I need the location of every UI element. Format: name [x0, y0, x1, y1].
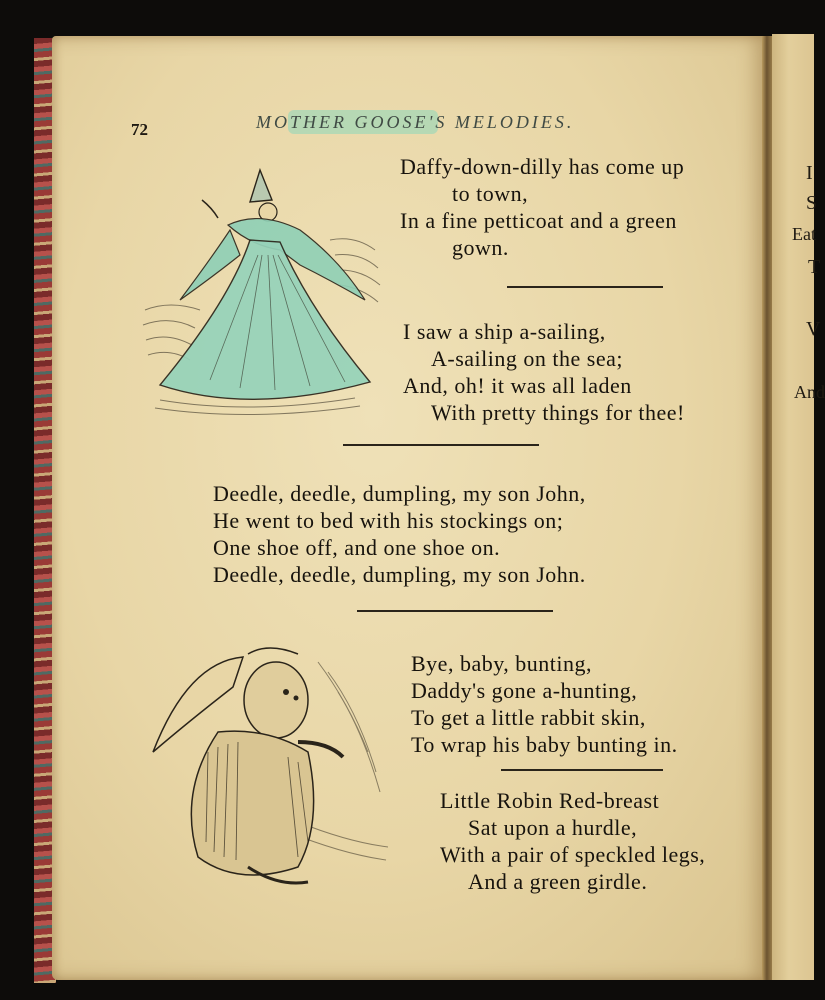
- section-divider: [357, 610, 553, 612]
- poem-deedle-dumpling: [213, 480, 586, 588]
- verse-line: Deedle, deedle, dumpling, my son John.: [213, 562, 586, 587]
- verse-line: Little Robin Red-breast: [440, 788, 660, 813]
- verse-line: Deedle, deedle, dumpling, my son John,: [213, 481, 586, 506]
- poem-daffy-down-dilly: [400, 153, 684, 261]
- next-page-fragment: V: [806, 318, 821, 340]
- verse-line: Daddy's gone a-hunting,: [411, 678, 638, 703]
- next-page-fragment: T: [808, 256, 821, 278]
- verse-line: In a fine petticoat and a green: [400, 208, 677, 233]
- verse-line: With a pair of speckled legs,: [440, 842, 706, 867]
- section-divider: [343, 444, 539, 446]
- verse-line: I saw a ship a-sailing,: [403, 319, 606, 344]
- verse-line: gown.: [452, 235, 509, 260]
- verse-line: One shoe off, and one shoe on.: [213, 535, 501, 560]
- baby-rabbit-illustration: [148, 642, 393, 897]
- section-divider: [501, 769, 663, 771]
- verse-line: Daffy-down-dilly has come up: [400, 154, 685, 179]
- verse-line: With pretty things for thee!: [431, 400, 685, 425]
- verse-line: A-sailing on the sea;: [431, 346, 623, 371]
- verse-line: to town,: [452, 181, 529, 206]
- section-divider: [507, 286, 663, 288]
- next-page-fragment: I: [806, 162, 813, 184]
- verse-line: He went to bed with his stockings on;: [213, 508, 564, 533]
- verse-line: To wrap his baby bunting in.: [411, 732, 678, 757]
- poem-robin-red-breast: [440, 787, 705, 895]
- verse-line: Sat upon a hurdle,: [468, 815, 638, 840]
- poem-bye-baby-bunting: [411, 650, 678, 758]
- daffodil-lady-illustration: [140, 160, 385, 425]
- next-page-fragment: Eat: [792, 224, 816, 244]
- verse-line: Bye, baby, bunting,: [411, 651, 592, 676]
- next-page-edge: [772, 34, 825, 980]
- next-page-fragment: And: [794, 382, 825, 402]
- running-title: MOTHER GOOSE'S MELODIES.: [256, 112, 575, 132]
- next-page-fragment: S: [806, 192, 818, 214]
- page-number: 72: [131, 120, 148, 139]
- verse-line: To get a little rabbit skin,: [411, 705, 646, 730]
- poem-ship-a-sailing: [403, 318, 685, 426]
- verse-line: And, oh! it was all laden: [403, 373, 632, 398]
- verse-line: And a green girdle.: [468, 869, 648, 894]
